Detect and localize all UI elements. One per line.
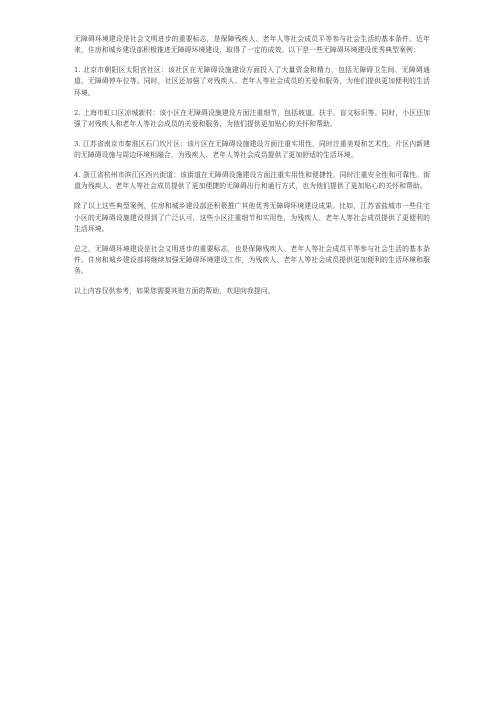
summary-paragraph: 总之，无障碍环境建设是社会文明进步的重要标志，也是保障残疾人、老年人等社会成员平等参与社会生活的基本条件。住房和城乡建设部将继续加强无障碍环境建设工作，为残疾人、老年人等社会成员提供更加便利的生活环境和服务。: [74, 244, 430, 276]
document-page: [74, 34, 430, 306]
case-paragraph-2: 2. 上海市虹口区凉城新村：该小区在无障碍设施建设方面注重细节，包括坡道、扶手、盲文标识等。同时，小区还加强了对残疾人和老年人等社会成员的关爱和服务，为他们提供更加贴心的关怀和帮助。: [74, 108, 430, 128]
extra-paragraph: 除了以上这些典型案例，住房和城乡建设部还积极推广其他优秀无障碍环境建设成果。比如，江苏省盐城市一些住宅小区的无障碍设施建设得到了广泛认可，这些小区注重细节和实用性，为残疾人、老年人等社会成员提供了更便利的生活环境。: [74, 202, 430, 233]
case-paragraph-1: 1. 北京市朝阳区太阳宫社区：该社区在无障碍设施建设方面投入了大量资金和精力，包括无障碍卫生间、无障碍通道、无障碍停车位等。同时，社区还加强了对残疾人、老年人等社会成员的关爱和服务，为他们提供更加便利的生活环境。: [74, 66, 430, 97]
case-paragraph-3: 3. 江苏省南京市秦淮区石门坎片区：该片区在无障碍设施建设方面注重实用性，同时注重美观和艺术性。片区内新建的无障碍设施与周边环境相融合，为残疾人、老年人等社会成员提供了更加舒适的生活环境。: [74, 139, 430, 160]
case-paragraph-4: 4. 浙江省杭州市滨江区西兴街道：该街道在无障碍设施建设方面注重实用性和便捷性，同时注重安全性和可靠性。街道为残疾人、老年人等社会成员提供了更加便捷的无障碍出行和通行方式，也为他们提供了更加贴心的关怀和帮助。: [74, 171, 430, 191]
intro-paragraph: 无障碍环境建设是社会文明进步的重要标志，是保障残疾人、老年人等社会成员平等参与社会生活的基本条件。近年来，住房和城乡建设部积极推进无障碍环境建设，取得了一定的成效。以下是一些无障碍环境建设优秀典型案例：: [74, 35, 430, 55]
closing-paragraph: 以上内容仅供参考，如果您需要其他方面的帮助，欢迎向我提问。: [74, 287, 275, 296]
